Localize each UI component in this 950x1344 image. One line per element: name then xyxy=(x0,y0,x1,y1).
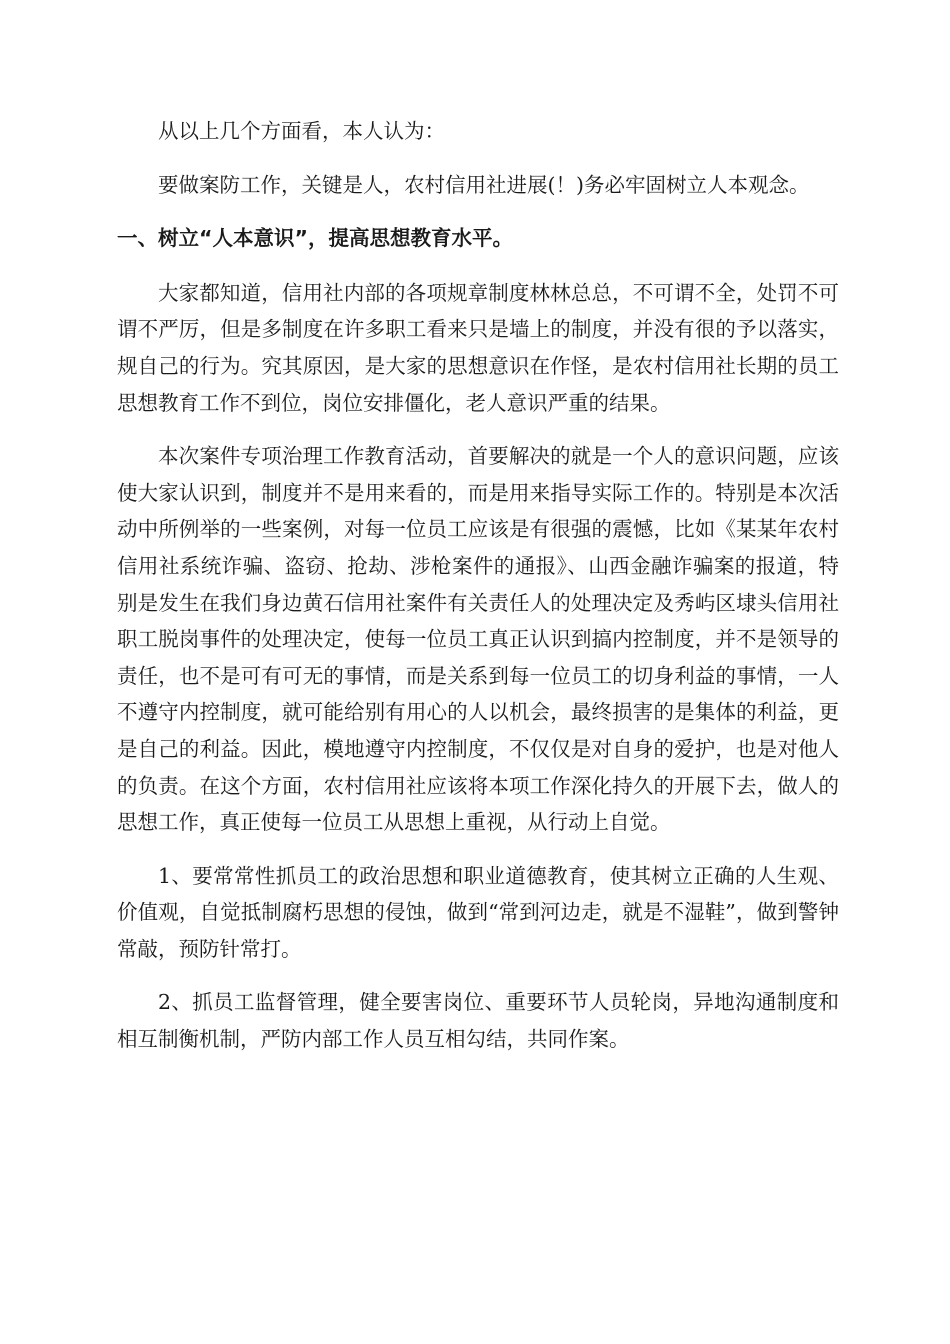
document-body xyxy=(117,113,839,1075)
paragraph-regulations: 大家都知道，信用社内部的各项规章制度林林总总，不可谓不全，处罚不可谓不严厉，但是多制度在许多职工看来只是墙上的制度，并没有很的予以落实，规自己的行为。究其原因，是大家的思想意识在作怪，是农村信用社长期的员工思想教育工作不到位，岗位安排僵化，老人意识严重的结果。 xyxy=(117,280,839,415)
paragraph-campaign: 本次案件专项治理工作教育活动，首要解决的就是一个人的意识问题，应该使大家认识到，制度并不是用来看的，而是用来指导实际工作的。特别是本次活动中所例举的一些案例，对每一位员工应该是有很强的震憾，比如《某某年农村信用社系统诈骗、盗窃、抢劫、涉枪案件的通报》、山西金融诈骗案的报道，特别是发生在我们身边黄石信用社案件有关责任人的处理决定及秀屿区埭头信用社职工脱岗事件的处理决定，使每一位员工真正认识到搞内控制度，并不是领导的责任，也不是可有可无的事情，而是关系到每一位员工的切身利益的事情，一人不遵守内控制度，就可能给别有用心的人以机会，最终损害的是集体的利益，更是自己的利益。因此，模地遵守内控制度，不仅仅是对自身的爱护，也是对他人的负责。在这个方面，农村信用社应该将本项工作深化持久的开展下去，做人的思想工作，真正使每一位员工从思想上重视，从行动上自觉。 xyxy=(117,444,839,835)
list-item-2: 2、抓员工监督管理，健全要害岗位、重要环节人员轮岗，异地沟通制度和相互制衡机制，严防内部工作人员互相勾结，共同作案。 xyxy=(117,990,839,1052)
paragraph-key-point: 要做案防工作，关键是人，农村信用社进展(！)务必牢固树立人本观念。 xyxy=(158,172,810,197)
list-item-1: 1、要常常性抓员工的政治思想和职业道德教育，使其树立正确的人生观、价值观，自觉抵制腐朽思想的侵蚀，做到“常到河边走，就是不湿鞋”，做到警钟常敲，预防针常打。 xyxy=(117,863,839,961)
paragraph-intro: 从以上几个方面看，本人认为： xyxy=(158,119,445,143)
section-heading: 一、树立“人本意识”，提高思想教育水平。 xyxy=(117,226,513,251)
